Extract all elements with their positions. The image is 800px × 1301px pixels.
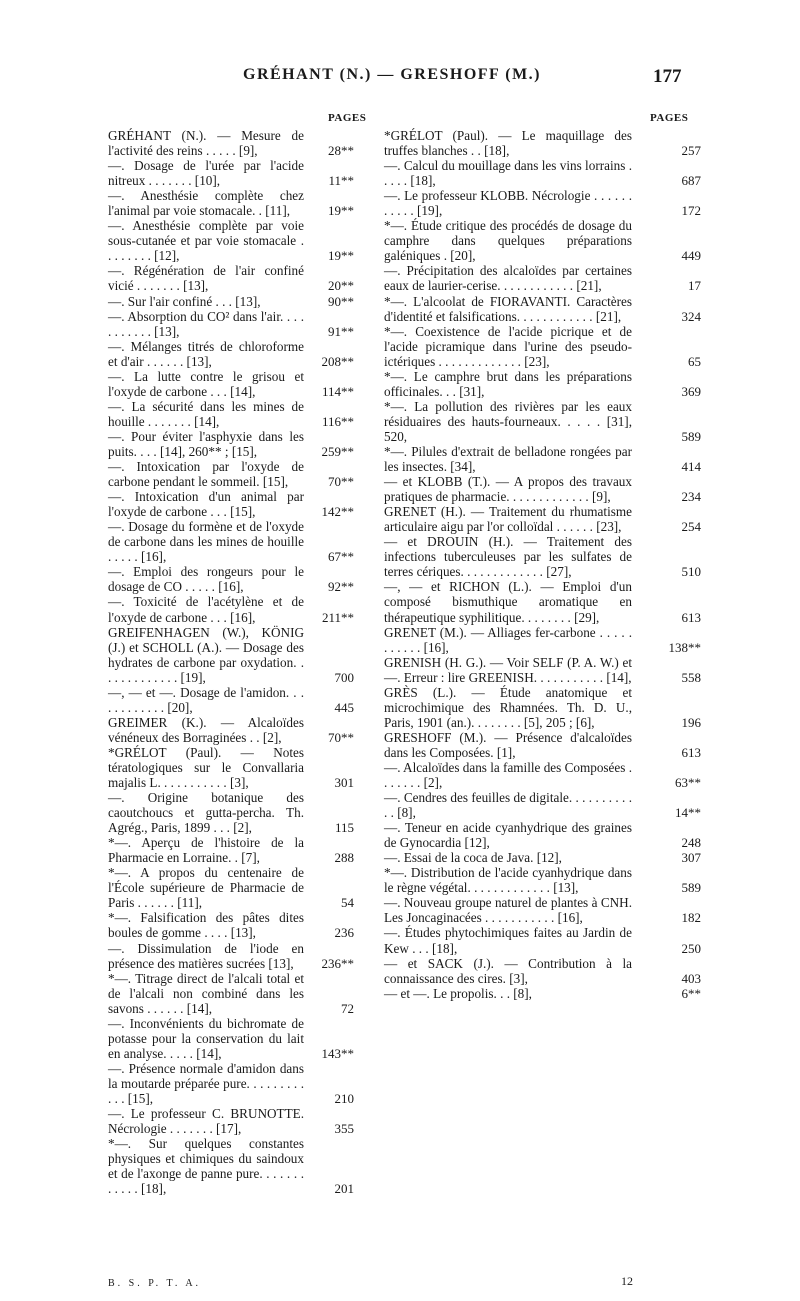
- entry-text: *GRÉLOT (Paul). — Notes tératologiques sur le Convallaria majalis L. . . . . . . . . . . [3],: [108, 744, 308, 791]
- entry-page-ref: 201: [334, 1181, 354, 1197]
- entry-page-ref: 208**: [321, 353, 354, 369]
- index-entry: [108, 625, 368, 685]
- entry-page-ref: 19**: [328, 248, 354, 264]
- entry-page-ref: 259**: [321, 443, 354, 459]
- entry-text: —. Cendres des feuilles de digitale. . . . . . . . . . . . [8],: [384, 790, 636, 821]
- index-entry: [384, 850, 701, 865]
- index-entry: [384, 534, 701, 579]
- entry-text: —. Inconvénients du bichromate de potasse pour la conservation du lait en analyse. . . . . [14],: [108, 1015, 308, 1061]
- entry-text: —. Sur l'air confiné . . . [13],: [108, 293, 261, 309]
- index-entry: [108, 489, 368, 519]
- right-entry-list: [384, 128, 701, 1001]
- entry-page-ref: 257: [681, 143, 701, 159]
- index-entry: [384, 685, 701, 730]
- entry-page-ref: 558: [681, 669, 701, 685]
- entry-page-ref: 248: [681, 835, 701, 851]
- index-entry: [108, 399, 368, 429]
- page-number: 177: [653, 66, 682, 87]
- index-entry: [384, 730, 701, 760]
- index-entry: [384, 820, 701, 850]
- index-entry: [108, 1061, 368, 1106]
- entry-page-ref: 613: [681, 609, 701, 625]
- entry-page-ref: 234: [681, 489, 701, 505]
- entry-page-ref: 211**: [321, 609, 354, 625]
- page-footer: [0, 1274, 800, 1298]
- index-entry: [108, 309, 368, 339]
- entry-page-ref: 414: [681, 459, 701, 475]
- left-entry-list: [108, 128, 368, 1196]
- entry-page-ref: 92**: [328, 579, 354, 595]
- index-entry: [384, 444, 701, 474]
- index-entry: [108, 941, 368, 971]
- entry-page-ref: 142**: [321, 504, 354, 520]
- index-entry: [108, 790, 368, 835]
- index-entry: [384, 158, 701, 188]
- index-entry: [384, 625, 701, 655]
- entry-page-ref: 54: [341, 895, 354, 911]
- entry-text: —. Études phytochimiques faites au Jardin de Kew . . . [18],: [384, 925, 636, 956]
- entry-text: —. Mélanges titrés de chloroforme et d'air . . . . . . [13],: [108, 338, 308, 369]
- index-entry: [108, 218, 368, 263]
- index-entry: [108, 685, 368, 715]
- index-entry: [384, 925, 701, 955]
- entry-text: —. Anesthésie complète chez l'animal par voie stomacale. . [11],: [108, 188, 308, 219]
- entry-text: —. Toxicité de l'acétylène et de l'oxyde de carbone . . . [16],: [108, 594, 308, 625]
- index-entry: [384, 760, 701, 790]
- entry-text: —. Nouveau groupe naturel de plantes à CNH. Les Joncaginacées . . . . . . . . . . . [16],: [384, 895, 636, 926]
- index-entry: [108, 835, 368, 865]
- index-entry: [108, 971, 368, 1016]
- entry-page-ref: 196: [681, 714, 701, 730]
- entry-text: GRÈS (L.). — Étude anatomique et microchimique des Rhamnées. Th. D. U., Paris, 1901 (an.). . . . . . . . [5], 205 ; [6],: [384, 684, 636, 730]
- index-entry: [384, 790, 701, 820]
- index-entry: [108, 1106, 368, 1136]
- entry-text: —. Pour éviter l'asphyxie dans les puits. . . . [14], 260** ; [15],: [108, 428, 308, 459]
- index-entry: [384, 324, 701, 369]
- entry-page-ref: 288: [334, 850, 354, 866]
- entry-page-ref: 14**: [675, 805, 701, 821]
- entry-text: GRÉHANT (N.). — Mesure de l'activité des reins . . . . . [9],: [108, 128, 308, 159]
- entry-text: *—. Aperçu de l'histoire de la Pharmacie en Lorraine. . [7],: [108, 835, 308, 866]
- entry-page-ref: 182: [681, 910, 701, 926]
- entry-page-ref: 250: [681, 940, 701, 956]
- entry-text: —. Teneur en acide cyanhydrique des graines de Gynocardia [12],: [384, 820, 636, 851]
- entry-text: —. Présence normale d'amidon dans la moutarde préparée pure. . . . . . . . . . . . [15],: [108, 1060, 308, 1106]
- index-entry: [108, 263, 368, 293]
- entry-text: —. Essai de la coca de Java. [12],: [384, 850, 562, 866]
- entry-page-ref: 114**: [321, 383, 354, 399]
- index-entry: [384, 865, 701, 895]
- pages-column-header: PAGES: [650, 112, 689, 124]
- index-entry: [108, 745, 368, 790]
- entry-page-ref: 236: [334, 925, 354, 941]
- entry-text: GRENISH (H. G.). — Voir SELF (P. A. W.) et —. Erreur : lire GREENISH. . . . . . . . . . . [14],: [384, 654, 636, 685]
- index-entry: [108, 865, 368, 910]
- entry-text: *—. Pilules d'extrait de belladone rongées par les insectes. [34],: [384, 443, 636, 475]
- entry-text: —. Anesthésie complète par voie sous-cutanée et par voie stomacale . . . . . . . . [12],: [108, 218, 308, 264]
- entry-text: GRESHOFF (M.). — Présence d'alcaloïdes dans les Composées. [1],: [384, 729, 636, 760]
- index-entry: [108, 564, 368, 594]
- entry-page-ref: 301: [334, 775, 354, 791]
- entry-text: *—. Sur quelques constantes physiques et chimiques du saindoux et de l'axonge de panne pure. . . . . . . . . . . . [18],: [108, 1136, 308, 1197]
- entry-page-ref: 700: [334, 669, 354, 685]
- entry-page-ref: 236**: [321, 955, 354, 971]
- entry-text: GREIFENHAGEN (W.), KÖNIG (J.) et SCHOLL (A.). — Dosage des hydrates de carbone par oxydation. . . . . . . . . . . . . [19],: [108, 624, 308, 685]
- entry-page-ref: 28**: [328, 143, 354, 159]
- entry-text: —. Intoxication par l'oxyde de carbone pendant le sommeil. [15],: [108, 459, 308, 490]
- index-entry: [108, 594, 368, 624]
- entry-text: —. La sécurité dans les mines de houille . . . . . . . [14],: [108, 398, 308, 429]
- entry-page-ref: 65: [688, 353, 701, 369]
- signature-mark: 12: [621, 1274, 633, 1288]
- page-header: [0, 66, 800, 96]
- entry-text: —. La lutte contre le grisou et l'oxyde de carbone . . . [14],: [108, 368, 308, 399]
- entry-page-ref: 143**: [321, 1045, 354, 1061]
- entry-text: —. Emploi des rongeurs pour le dosage de CO . . . . . [16],: [108, 564, 308, 595]
- entry-text: —. Régénération de l'air confiné vicié . . . . . . . [13],: [108, 263, 308, 294]
- entry-text: —. Le professeur C. BRUNOTTE. Nécrologie . . . . . . . [17],: [108, 1106, 308, 1137]
- entry-text: —. Précipitation des alcaloïdes par certaines eaux de laurier-cerise. . . . . . . . . . . . [21],: [384, 263, 636, 294]
- entry-page-ref: 67**: [328, 549, 354, 565]
- index-entry: [384, 655, 701, 685]
- entry-page-ref: 307: [681, 850, 701, 866]
- entry-page-ref: 510: [681, 564, 701, 580]
- entry-text: —. Dissimulation de l'iode en présence des matières sucrées [13],: [108, 940, 308, 971]
- entry-page-ref: 449: [681, 248, 701, 264]
- index-entry: [108, 1016, 368, 1061]
- entry-text: GREIMER (K.). — Alcaloïdes vénéneux des Borraginées . . [2],: [108, 714, 308, 745]
- entry-page-ref: 369: [681, 383, 701, 399]
- entry-text: —, — et —. Dosage de l'amidon. . . . . . . . . . . . [20],: [108, 684, 308, 715]
- index-entry: [108, 158, 368, 188]
- entry-page-ref: 403: [681, 970, 701, 986]
- index-entry: [384, 474, 701, 504]
- entry-text: —, — et RICHON (L.). — Emploi d'un composé bismuthique aromatique en thérapeutique syphilitique. . . . . . . . [29],: [384, 579, 636, 625]
- entry-text: — et —. Le propolis. . . [8],: [384, 985, 532, 1001]
- index-entry: [108, 715, 368, 745]
- entry-text: *GRÉLOT (Paul). — Le maquillage des truffes blanches . . [18],: [384, 128, 636, 159]
- index-entry: [108, 294, 368, 309]
- index-entry: [108, 339, 368, 369]
- entry-page-ref: 6**: [681, 985, 701, 1001]
- entry-text: —. Absorption du CO² dans l'air. . . . . . . . . . . [13],: [108, 308, 308, 339]
- entry-text: *—. Distribution de l'acide cyanhydrique dans le règne végétal. . . . . . . . . . . . . [13],: [384, 865, 636, 896]
- entry-text: *—. Falsification des pâtes dites boules de gomme . . . . [13],: [108, 910, 308, 941]
- entry-page-ref: 324: [681, 308, 701, 324]
- entry-text: — et SACK (J.). — Contribution à la connaissance des cires. [3],: [384, 955, 636, 986]
- index-entry: [108, 369, 368, 399]
- entry-page-ref: 116**: [321, 413, 354, 429]
- entry-page-ref: 687: [681, 173, 701, 189]
- entry-page-ref: 138**: [668, 639, 701, 655]
- entry-page-ref: 91**: [328, 323, 354, 339]
- entry-page-ref: 70**: [328, 474, 354, 490]
- running-title: GRÉHANT (N.) — GRESHOFF (M.): [243, 66, 541, 83]
- index-entry: [384, 956, 701, 986]
- entry-page-ref: 589: [681, 428, 701, 444]
- entry-page-ref: 70**: [328, 729, 354, 745]
- entry-text: *—. L'alcoolat de FIORAVANTI. Caractères d'identité et falsifications. . . . . . . . . . . . [21],: [384, 293, 636, 324]
- index-entry: [108, 429, 368, 459]
- index-entry: [384, 128, 701, 158]
- entry-text: —. Origine botanique des caoutchoucs et gutta-percha. Th. Agrég., Paris, 1899 . . . [2],: [108, 790, 308, 836]
- entry-page-ref: 17: [688, 278, 701, 294]
- entry-page-ref: 613: [681, 744, 701, 760]
- index-entry: [384, 369, 701, 399]
- index-entry: [108, 1136, 368, 1196]
- entry-text: — et DROUIN (H.). — Traitement des infections tuberculeuses par les sulfates de terres cériques. . . . . . . . . . . . . [27],: [384, 534, 636, 580]
- entry-page-ref: 90**: [328, 293, 354, 309]
- index-entry: [108, 459, 368, 489]
- entry-text: —. Alcaloïdes dans la famille des Composées . . . . . . . [2],: [384, 759, 636, 791]
- entry-text: —. Intoxication d'un animal par l'oxyde de carbone . . . [15],: [108, 489, 308, 520]
- entry-text: —. Dosage du formène et de l'oxyde de carbone dans les mines de houille . . . . . [16],: [108, 519, 308, 565]
- pages-column-header: PAGES: [328, 112, 367, 124]
- index-entry: [384, 504, 701, 534]
- entry-page-ref: 589: [681, 880, 701, 896]
- entry-page-ref: 20**: [328, 278, 354, 294]
- entry-text: — et KLOBB (T.). — A propos des travaux pratiques de pharmacie. . . . . . . . . . . . . [9],: [384, 474, 636, 505]
- entry-text: —. Le professeur KLOBB. Nécrologie . . . . . . . . . . . [19],: [384, 188, 636, 219]
- entry-text: *—. Coexistence de l'acide picrique et de l'acide picramique dans l'urine des pseudo-ictériques . . . . . . . . . . . . . [23],: [384, 323, 636, 369]
- index-entry: [108, 519, 368, 564]
- journal-abbreviation: B. S. P. T. A.: [108, 1278, 202, 1289]
- index-entry: [384, 895, 701, 925]
- index-entry: [384, 986, 701, 1001]
- entry-text: —. Dosage de l'urée par l'acide nitreux . . . . . . . [10],: [108, 158, 308, 189]
- entry-text: *—. Titrage direct de l'alcali total et de l'alcali non combiné dans les savons . . . . . . [14],: [108, 970, 308, 1016]
- entry-page-ref: 115: [334, 820, 354, 836]
- index-entry: [384, 263, 701, 293]
- entry-page-ref: 254: [681, 519, 701, 535]
- entry-page-ref: 63**: [675, 775, 701, 791]
- entry-text: *—. La pollution des rivières par les eaux résiduaires des hauts-fourneaux. . . . . [31], 520,: [384, 398, 636, 444]
- entry-text: *—. Étude critique des procédés de dosage du camphre dans quelques préparations galéniques . [20],: [384, 218, 636, 264]
- index-entry: [384, 399, 701, 444]
- entry-page-ref: 355: [334, 1121, 354, 1137]
- entry-text: GRENET (M.). — Alliages fer-carbone . . . . . . . . . . . [16],: [384, 624, 636, 655]
- entry-text: —. Calcul du mouillage dans les vins lorrains . . . . . [18],: [384, 158, 636, 189]
- index-entry: [108, 128, 368, 158]
- entry-page-ref: 11**: [328, 173, 354, 189]
- entry-page-ref: 72: [341, 1000, 354, 1016]
- index-entry: [384, 218, 701, 263]
- entry-text: *—. Le camphre brut dans les préparations officinales. . . [31],: [384, 368, 636, 399]
- index-entry: [384, 294, 701, 324]
- entry-page-ref: 19**: [328, 203, 354, 219]
- entry-page-ref: 445: [334, 699, 354, 715]
- index-entry: [108, 910, 368, 940]
- index-entry: [108, 188, 368, 218]
- entry-text: *—. A propos du centenaire de l'École supérieure de Pharmacie de Paris . . . . . . [11],: [108, 865, 308, 911]
- entry-page-ref: 210: [334, 1091, 354, 1106]
- entry-page-ref: 172: [681, 203, 701, 219]
- index-entry: [384, 188, 701, 218]
- entry-text: GRENET (H.). — Traitement du rhumatisme articulaire aigu par l'or colloïdal . . . . . . [23],: [384, 504, 636, 535]
- index-entry: [384, 579, 701, 624]
